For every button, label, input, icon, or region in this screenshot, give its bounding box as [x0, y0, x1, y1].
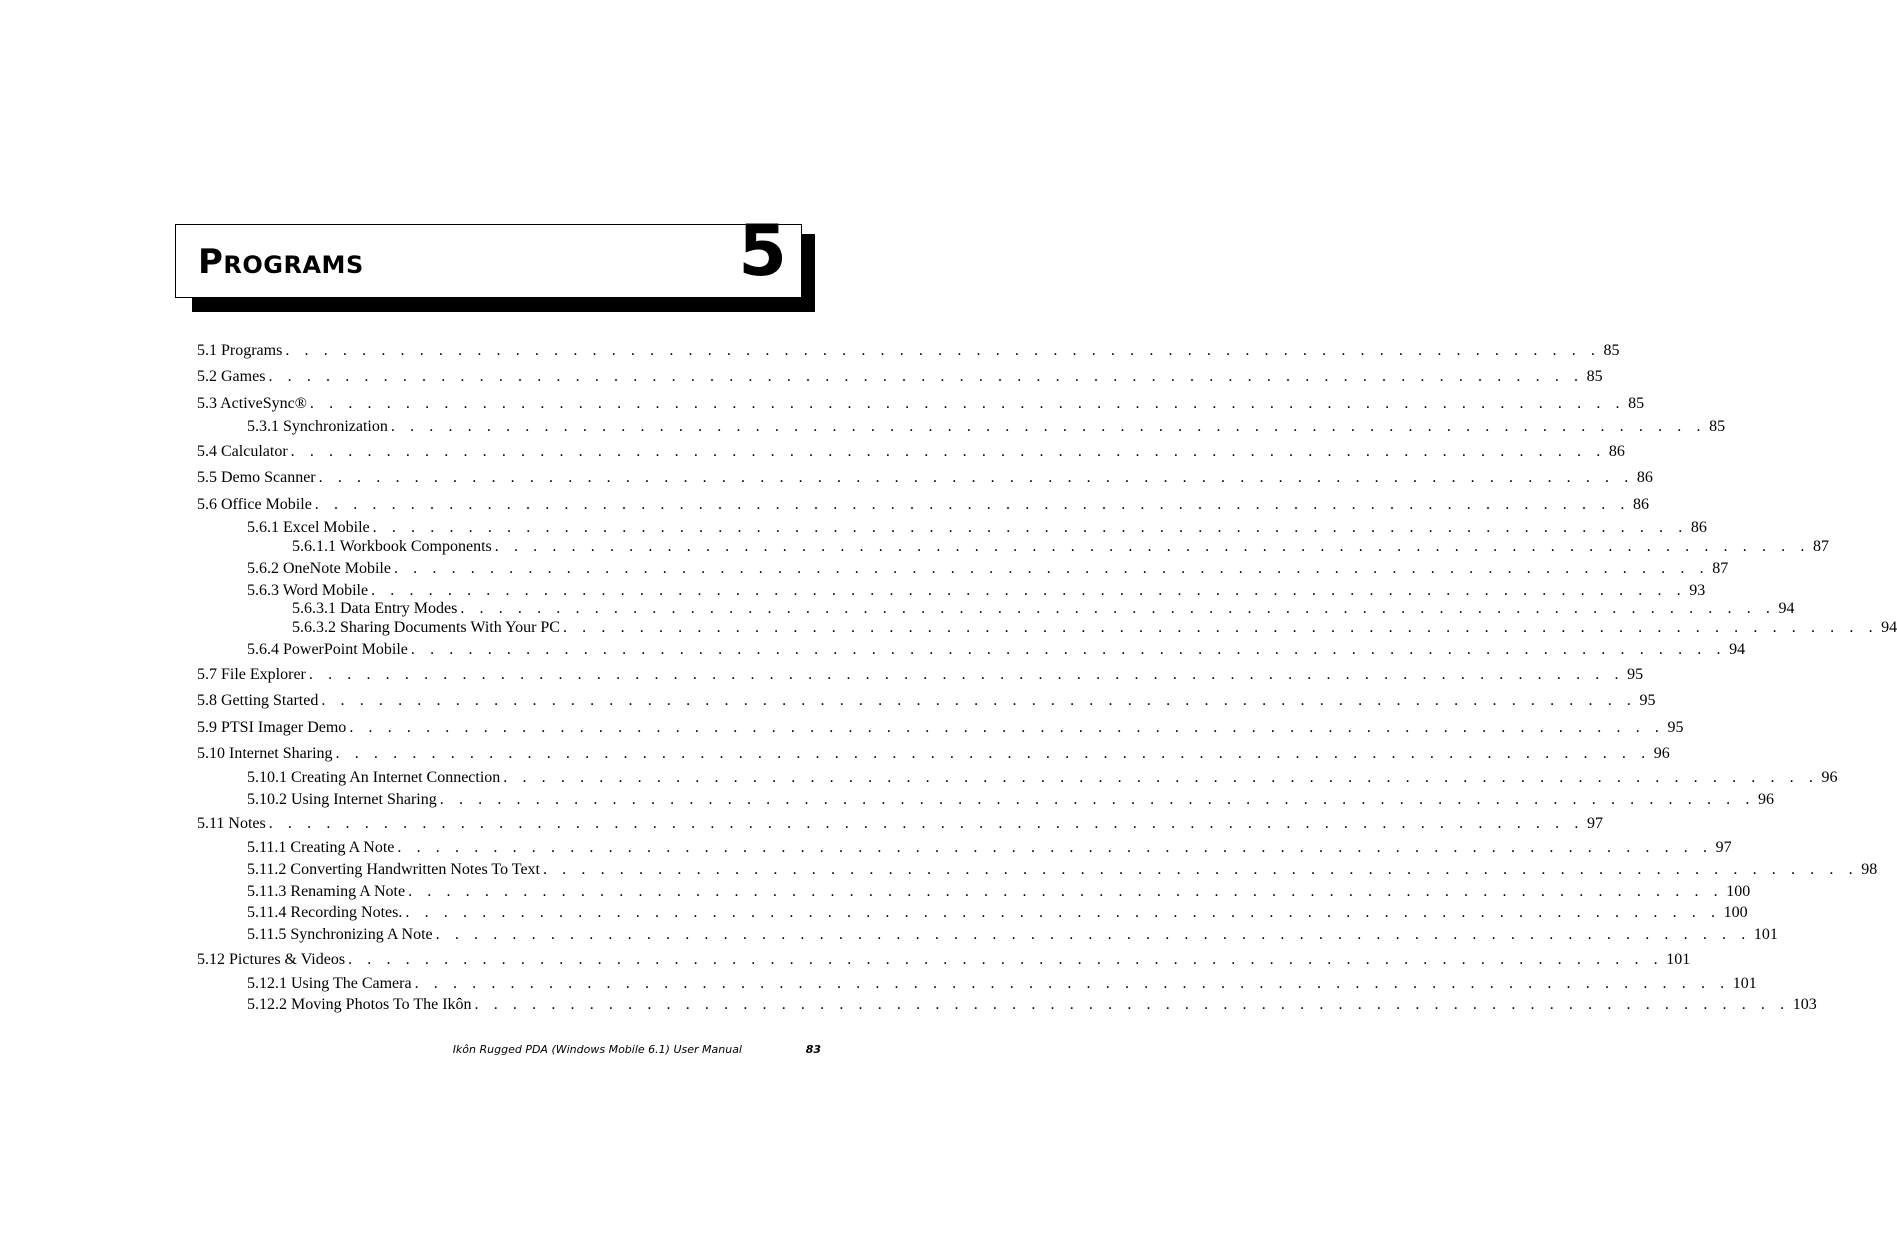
toc-dot-leader: . . . . . . . . . . . . . . . . . . . . . . . . . . . . . . . . . . . . . . . . . . . . . . . . . . . . . . . . . . . . . . . . . . . . . [268, 368, 1584, 385]
toc-entry-title: 5.11.1 Creating A Note [247, 839, 395, 856]
toc-dot-leader: . . . . . . . . . . . . . . . . . . . . . . . . . . . . . . . . . . . . . . . . . . . . . . . . . . . . . . . . . . . . . . . . . . . . . [349, 719, 1665, 736]
toc-entry[interactable] [247, 974, 1757, 994]
toc-entry-title: 5.3.1 Synchronization [247, 418, 388, 435]
toc-entry-title: 5.6.1 Excel Mobile [247, 519, 370, 536]
toc-entry-title: 5.6 Office Mobile [197, 496, 312, 513]
toc-entry[interactable] [197, 665, 1644, 685]
toc-dot-leader: . . . . . . . . . . . . . . . . . . . . . . . . . . . . . . . . . . . . . . . . . . . . . . . . . . . . . . . . . . . . . . . . . . . . . [393, 560, 1710, 577]
toc-dot-leader: . . . . . . . . . . . . . . . . . . . . . . . . . . . . . . . . . . . . . . . . . . . . . . . . . . . . . . . . . . . . . . . . . . . . . [314, 496, 1630, 513]
toc-entry-page: 100 [1726, 883, 1751, 900]
toc-dot-leader: . . . . . . . . . . . . . . . . . . . . . . . . . . . . . . . . . . . . . . . . . . . . . . . . . . . . . . . . . . . . . . . . . . . . . [321, 692, 1637, 709]
chapter-number: 5 [738, 210, 787, 292]
toc-dot-leader: . . . . . . . . . . . . . . . . . . . . . . . . . . . . . . . . . . . . . . . . . . . . . . . . . . . . . . . . . . . . . . . . . . . . . [308, 666, 1625, 683]
toc-entry-title: 5.6.3.1 Data Entry Modes [292, 600, 458, 617]
toc-entry[interactable] [247, 882, 1751, 902]
toc-entry-page: 85 [1628, 395, 1645, 412]
toc-entry[interactable] [197, 367, 1603, 387]
toc-entry-title: 5.3 ActiveSync® [197, 395, 307, 412]
toc-dot-leader: . . . . . . . . . . . . . . . . . . . . . . . . . . . . . . . . . . . . . . . . . . . . . . . . . . . . . . . . . . . . . . . . . . . . . [542, 861, 1859, 878]
toc-entry-page: 95 [1627, 666, 1644, 683]
toc-entry-title: 5.11.2 Converting Handwritten Notes To Text [247, 861, 540, 878]
toc-entry[interactable] [247, 790, 1774, 810]
chapter-title: Programs [198, 242, 364, 282]
toc-dot-leader: . . . . . . . . . . . . . . . . . . . . . . . . . . . . . . . . . . . . . . . . . . . . . . . . . . . . . . . . . . . . . . . . . . . . . [460, 600, 1776, 617]
toc-entry-page: 103 [1792, 996, 1817, 1013]
toc-entry-page: 86 [1690, 519, 1707, 536]
toc-entry-title: 5.11.5 Synchronizing A Note [247, 926, 433, 943]
toc-entry-page: 96 [1653, 745, 1670, 762]
toc-entry[interactable] [247, 581, 1706, 601]
toc-dot-leader: . . . . . . . . . . . . . . . . . . . . . . . . . . . . . . . . . . . . . . . . . . . . . . . . . . . . . . . . . . . . . . . . . . . . . [285, 342, 1601, 359]
toc-dot-leader: . . . . . . . . . . . . . . . . . . . . . . . . . . . . . . . . . . . . . . . . . . . . . . . . . . . . . . . . . . . . . . . . . . . . . [335, 745, 1651, 762]
toc-entry-title: 5.8 Getting Started [197, 692, 319, 709]
toc-entry[interactable] [292, 599, 1795, 619]
toc-dot-leader: . . . . . . . . . . . . . . . . . . . . . . . . . . . . . . . . . . . . . . . . . . . . . . . . . . . . . . . . . . . . . . . . . . . . . [390, 418, 1707, 435]
toc-dot-leader: . . . . . . . . . . . . . . . . . . . . . . . . . . . . . . . . . . . . . . . . . . . . . . . . . . . . . . . . . . . . . . . . . . . . . [494, 538, 1810, 555]
footer-title: Ikôn Rugged PDA (Windows Mobile 6.1) User Manual [452, 1043, 742, 1056]
toc-dot-leader: . . . . . . . . . . . . . . . . . . . . . . . . . . . . . . . . . . . . . . . . . . . . . . . . . . . . . . . . . . . . . . . . . . . . . [503, 769, 1819, 786]
toc-entry-page: 101 [1753, 926, 1778, 943]
toc-dot-leader: . . . . . . . . . . . . . . . . . . . . . . . . . . . . . . . . . . . . . . . . . . . . . . . . . . . . . . . . . . . . . . . . . . . . . [309, 395, 1626, 412]
toc-entry-title: 5.6.3 Word Mobile [247, 582, 369, 599]
toc-entry-title: 5.12.2 Moving Photos To The Ikôn [247, 996, 472, 1013]
toc-entry-title: 5.6.1.1 Workbook Components [292, 538, 492, 555]
toc-entry-page: 98 [1861, 861, 1878, 878]
toc-entry-page: 101 [1732, 975, 1757, 992]
toc-entry-title: 5.6.4 PowerPoint Mobile [247, 641, 408, 658]
footer-page-number: 83 [805, 1043, 821, 1056]
toc-entry-title: 5.10.1 Creating An Internet Connection [247, 769, 501, 786]
toc-entry[interactable] [197, 394, 1645, 414]
toc-entry-page: 93 [1689, 582, 1706, 599]
toc-entry[interactable] [247, 559, 1729, 579]
toc-entry-page: 95 [1639, 692, 1656, 709]
toc-entry[interactable] [247, 995, 1817, 1015]
toc-entry-page: 86 [1636, 469, 1653, 486]
toc-entry-page: 97 [1715, 839, 1732, 856]
toc-entry-title: 5.10 Internet Sharing [197, 745, 333, 762]
toc-entry[interactable] [247, 640, 1746, 660]
toc-entry-title: 5.7 File Explorer [197, 666, 306, 683]
toc-entry-title: 5.11.4 Recording Notes. [247, 904, 403, 921]
toc-dot-leader: . . . . . . . . . . . . . . . . . . . . . . . . . . . . . . . . . . . . . . . . . . . . . . . . . . . . . . . . . . . . . . . . . . . . . [408, 883, 1724, 900]
toc-dot-leader: . . . . . . . . . . . . . . . . . . . . . . . . . . . . . . . . . . . . . . . . . . . . . . . . . . . . . . . . . . . . . . . . . . . . . [318, 469, 1634, 486]
toc-dot-leader: . . . . . . . . . . . . . . . . . . . . . . . . . . . . . . . . . . . . . . . . . . . . . . . . . . . . . . . . . . . . . . . . . . . . . [414, 975, 1730, 992]
toc-entry-title: 5.6.2 OneNote Mobile [247, 560, 391, 577]
toc-entry[interactable] [197, 468, 1653, 488]
toc-dot-leader: . . . . . . . . . . . . . . . . . . . . . . . . . . . . . . . . . . . . . . . . . . . . . . . . . . . . . . . . . . . . . . . . . . . . . [348, 951, 1664, 968]
toc-dot-leader: . . . . . . . . . . . . . . . . . . . . . . . . . . . . . . . . . . . . . . . . . . . . . . . . . . . . . . . . . . . . . . . . . . . . . [562, 619, 1879, 636]
toc-entry[interactable] [247, 838, 1732, 858]
toc-entry[interactable] [247, 417, 1726, 437]
toc-entry[interactable] [247, 768, 1838, 788]
toc-entry[interactable] [197, 341, 1620, 361]
toc-entry-page: 95 [1667, 719, 1684, 736]
toc-entry-page: 87 [1812, 538, 1829, 555]
toc-dot-leader: . . . . . . . . . . . . . . . . . . . . . . . . . . . . . . . . . . . . . . . . . . . . . . . . . . . . . . . . . . . . . . . . . . . . . [435, 926, 1751, 943]
toc-entry-page: 85 [1709, 418, 1726, 435]
toc-entry-title: 5.5 Demo Scanner [197, 469, 316, 486]
toc-entry[interactable] [292, 537, 1829, 557]
toc-entry[interactable] [247, 860, 1878, 880]
toc-dot-leader: . . . . . . . . . . . . . . . . . . . . . . . . . . . . . . . . . . . . . . . . . . . . . . . . . . . . . . . . . . . . . . . . . . . . . [371, 582, 1687, 599]
toc-dot-leader: . . . . . . . . . . . . . . . . . . . . . . . . . . . . . . . . . . . . . . . . . . . . . . . . . . . . . . . . . . . . . . . . . . . . . [410, 641, 1727, 658]
toc-entry-page: 85 [1603, 342, 1620, 359]
toc-entry-title: 5.1 Programs [197, 342, 283, 359]
toc-entry-page: 100 [1723, 904, 1748, 921]
toc-entry-title: 5.10.2 Using Internet Sharing [247, 791, 437, 808]
toc-entry-title: 5.11 Notes [197, 815, 266, 832]
toc-entry-page: 97 [1586, 815, 1603, 832]
toc-entry-page: 85 [1586, 368, 1603, 385]
toc-entry[interactable] [197, 814, 1603, 834]
toc-dot-leader: . . . . . . . . . . . . . . . . . . . . . . . . . . . . . . . . . . . . . . . . . . . . . . . . . . . . . . . . . . . . . . . . . . . . . [439, 791, 1755, 808]
toc-entry-page: 87 [1712, 560, 1729, 577]
toc-dot-leader: . . . . . . . . . . . . . . . . . . . . . . . . . . . . . . . . . . . . . . . . . . . . . . . . . . . . . . . . . . . . . . . . . . . . . [405, 904, 1721, 921]
toc-entry[interactable] [292, 618, 1897, 638]
toc-entry-page: 86 [1633, 496, 1649, 513]
chapter-header [175, 210, 802, 298]
toc-entry-title: 5.9 PTSI Imager Demo [197, 719, 347, 736]
toc-entry-page: 94 [1881, 619, 1897, 636]
toc-entry-page: 94 [1729, 641, 1746, 658]
toc-entry[interactable] [247, 925, 1778, 945]
toc-entry[interactable] [247, 518, 1707, 538]
toc-entry-page: 96 [1821, 769, 1838, 786]
toc-entry-title: 5.12 Pictures & Videos [197, 951, 346, 968]
toc-entry[interactable] [247, 903, 1748, 923]
toc-entry-title: 5.6.3.2 Sharing Documents With Your PC [292, 619, 560, 636]
toc-entry-page: 86 [1608, 443, 1625, 460]
toc-entry-page: 96 [1757, 791, 1774, 808]
toc-dot-leader: . . . . . . . . . . . . . . . . . . . . . . . . . . . . . . . . . . . . . . . . . . . . . . . . . . . . . . . . . . . . . . . . . . . . . [372, 519, 1688, 536]
toc-entry-title: 5.2 Games [197, 368, 266, 385]
toc-dot-leader: . . . . . . . . . . . . . . . . . . . . . . . . . . . . . . . . . . . . . . . . . . . . . . . . . . . . . . . . . . . . . . . . . . . . . [397, 839, 1713, 856]
toc-entry[interactable] [197, 691, 1656, 711]
toc-entry-title: 5.4 Calculator [197, 443, 288, 460]
toc-entry[interactable] [197, 718, 1684, 738]
toc-entry[interactable] [197, 442, 1625, 462]
toc-entry-title: 5.11.3 Renaming A Note [247, 883, 406, 900]
toc-entry-page: 101 [1666, 951, 1691, 968]
toc-dot-leader: . . . . . . . . . . . . . . . . . . . . . . . . . . . . . . . . . . . . . . . . . . . . . . . . . . . . . . . . . . . . . . . . . . . . . [290, 443, 1606, 460]
toc-dot-leader: . . . . . . . . . . . . . . . . . . . . . . . . . . . . . . . . . . . . . . . . . . . . . . . . . . . . . . . . . . . . . . . . . . . . . [268, 815, 1584, 832]
toc-dot-leader: . . . . . . . . . . . . . . . . . . . . . . . . . . . . . . . . . . . . . . . . . . . . . . . . . . . . . . . . . . . . . . . . . . . . . [474, 996, 1790, 1013]
toc-entry-page: 94 [1778, 600, 1795, 617]
toc-entry[interactable] [197, 744, 1670, 764]
toc-entry-title: 5.12.1 Using The Camera [247, 975, 412, 992]
toc-entry[interactable] [197, 950, 1691, 970]
toc-entry[interactable] [197, 495, 1649, 515]
